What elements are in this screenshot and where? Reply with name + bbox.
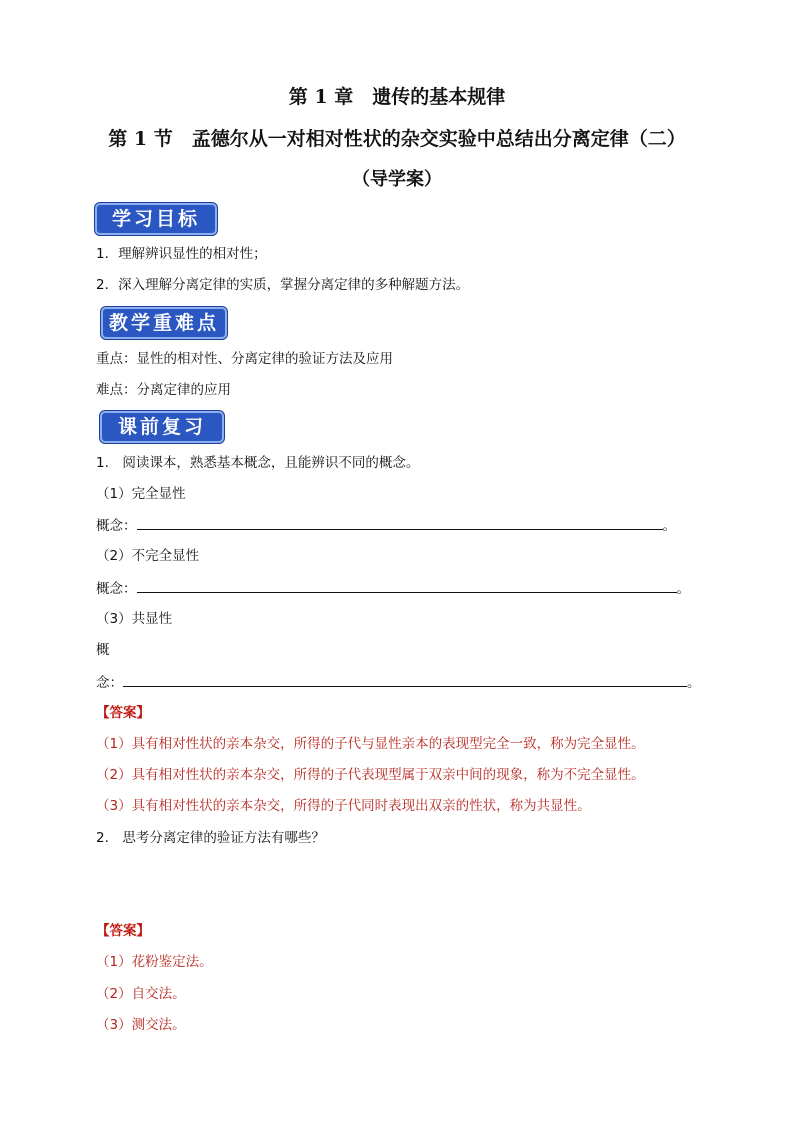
concept-label: 概念：: [96, 581, 137, 597]
answer-tag: 【答案】: [96, 705, 150, 721]
answer-line: （3）测交法。: [96, 1017, 186, 1033]
concept-line: [96, 579, 690, 598]
answer-line: （1）具有相对性状的亲本杂交，所得的子代与显性亲本的表现型完全一致，称为完全显性。: [96, 736, 645, 752]
answer-tag: 【答案】: [96, 923, 150, 939]
sub-item-incomplete-dominance: （2）不完全显性: [96, 548, 200, 564]
period: 。: [676, 581, 690, 597]
concept-line: [96, 516, 676, 535]
goal-item: 2．深入理解分离定律的实质，掌握分离定律的多种解题方法。: [96, 277, 470, 293]
badge-pre-class-review: 课前复习: [100, 411, 224, 443]
answer-blank[interactable]: [123, 673, 687, 687]
badge-learning-goals: 学习目标: [95, 203, 217, 235]
answer-line: （2）自交法。: [96, 986, 186, 1002]
question-2: 2. 思考分离定律的验证方法有哪些？: [96, 830, 325, 846]
goal-item: 1．理解辨识显性的相对性；: [96, 246, 267, 262]
answer-line: （3）具有相对性状的亲本杂交，所得的子代同时表现出双亲的性状，称为共显性。: [96, 798, 591, 814]
concept-label: 概念：: [96, 518, 137, 534]
difficulty-text: 难点：分离定律的应用: [96, 382, 231, 398]
sub-item-codominance: （3）共显性: [96, 611, 173, 627]
answer-line: （1）花粉鉴定法。: [96, 954, 213, 970]
concept-label-part: 念：: [96, 675, 123, 691]
section-title: 第 1 节 孟德尔从一对相对性状的杂交实验中总结出分离定律（二）: [108, 128, 686, 150]
concept-line: [96, 673, 701, 692]
period: 。: [662, 518, 676, 534]
question-1: 1. 阅读课本，熟悉基本概念，且能辨识不同的概念。: [96, 455, 420, 471]
answer-blank[interactable]: [137, 516, 663, 530]
period: 。: [687, 675, 701, 691]
sub-item-complete-dominance: （1）完全显性: [96, 486, 186, 502]
doc-subtitle: （导学案）: [352, 169, 442, 190]
answer-blank[interactable]: [137, 579, 677, 593]
answer-line: （2）具有相对性状的亲本杂交，所得的子代表现型属于双亲中间的现象，称为不完全显性。: [96, 767, 645, 783]
focus-text: 重点：显性的相对性、分离定律的验证方法及应用: [96, 351, 393, 367]
chapter-title: 第 1 章 遗传的基本规律: [288, 86, 506, 108]
badge-key-points: 教学重难点: [101, 307, 227, 339]
concept-label-part: 概: [96, 642, 110, 658]
